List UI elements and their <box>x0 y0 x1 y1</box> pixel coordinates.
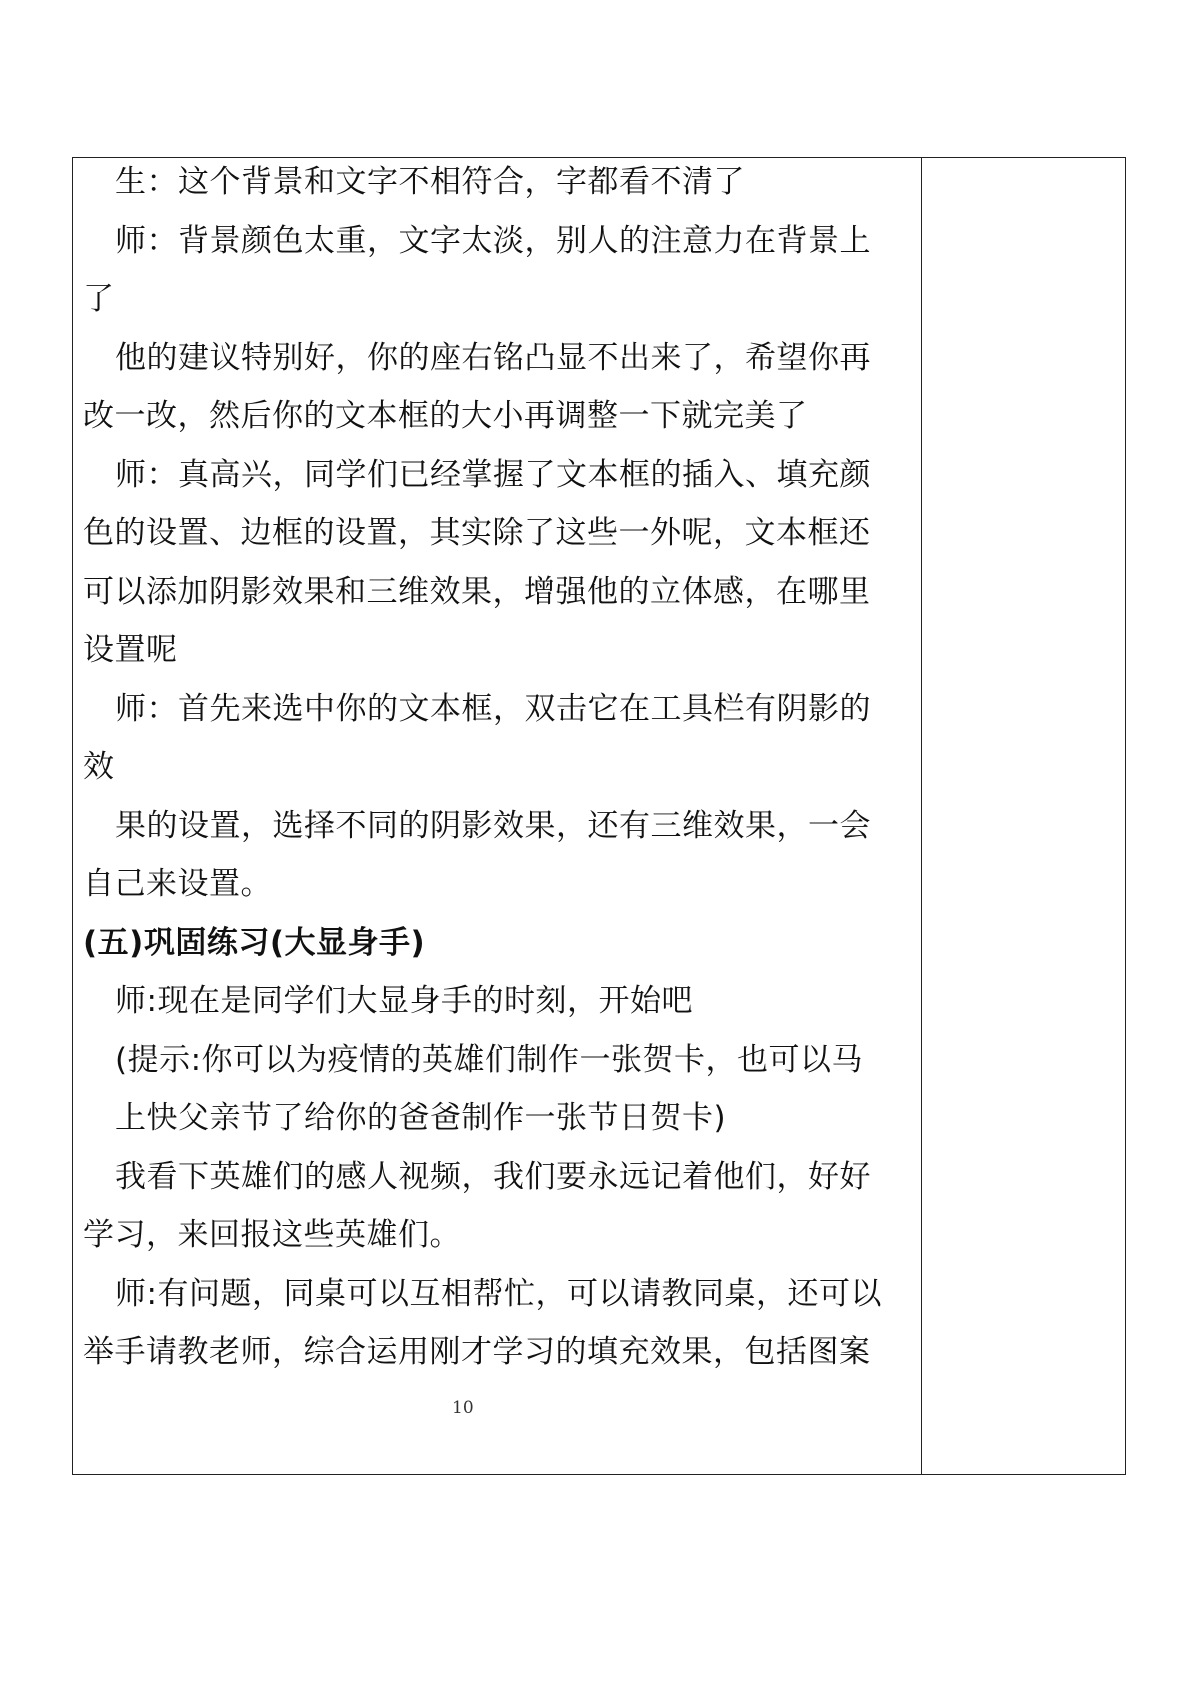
text-line: 自己来设置。 <box>83 866 272 902</box>
text-line: 色的设置、边框的设置，其实除了这些一外呢，文本框还 <box>83 515 871 551</box>
text-line: 师：真高兴，同学们已经掌握了文本框的插入、填充颜 <box>115 457 871 493</box>
text-line: 设置呢 <box>83 632 178 668</box>
text-line: 他的建议特别好，你的座右铭凸显不出来了，希望你再 <box>115 340 871 376</box>
text-line: (提示:你可以为疫情的英雄们制作一张贺卡，也可以马 <box>115 1042 864 1078</box>
text-line: 上快父亲节了给你的爸爸制作一张节日贺卡) <box>115 1100 727 1136</box>
text-line: 师：背景颜色太重，文字太淡，别人的注意力在背景上 <box>115 223 871 259</box>
lesson-content-cell <box>73 158 921 1474</box>
text-line: 生：这个背景和文字不相符合，字都看不清了 <box>115 164 745 200</box>
text-line: 学习，来回报这些英雄们。 <box>83 1217 461 1253</box>
text-line: 果的设置，选择不同的阴影效果，还有三维效果，一会 <box>115 808 871 844</box>
text-line: 师：首先来选中你的文本框，双击它在工具栏有阴影的 <box>115 691 871 727</box>
text-line: 效 <box>83 749 115 785</box>
text-line: 师:有问题，同桌可以互相帮忙，可以请教同桌，还可以 <box>115 1276 882 1312</box>
section-heading: (五)巩固练习(大显身手) <box>83 925 426 961</box>
text-line: 我看下英雄们的感人视频，我们要永远记着他们，好好 <box>115 1159 871 1195</box>
notes-cell <box>923 158 1125 1474</box>
page-number: 10 <box>452 1398 474 1418</box>
lesson-table <box>72 157 1126 1475</box>
text-line: 举手请教老师，综合运用刚才学习的填充效果，包括图案 <box>83 1334 871 1370</box>
text-line: 师:现在是同学们大显身手的时刻，开始吧 <box>115 983 693 1019</box>
column-divider <box>921 158 922 1474</box>
text-line: 改一改，然后你的文本框的大小再调整一下就完美了 <box>83 398 808 434</box>
text-line: 可以添加阴影效果和三维效果，增强他的立体感，在哪里 <box>83 574 871 610</box>
text-line: 了 <box>83 281 115 317</box>
